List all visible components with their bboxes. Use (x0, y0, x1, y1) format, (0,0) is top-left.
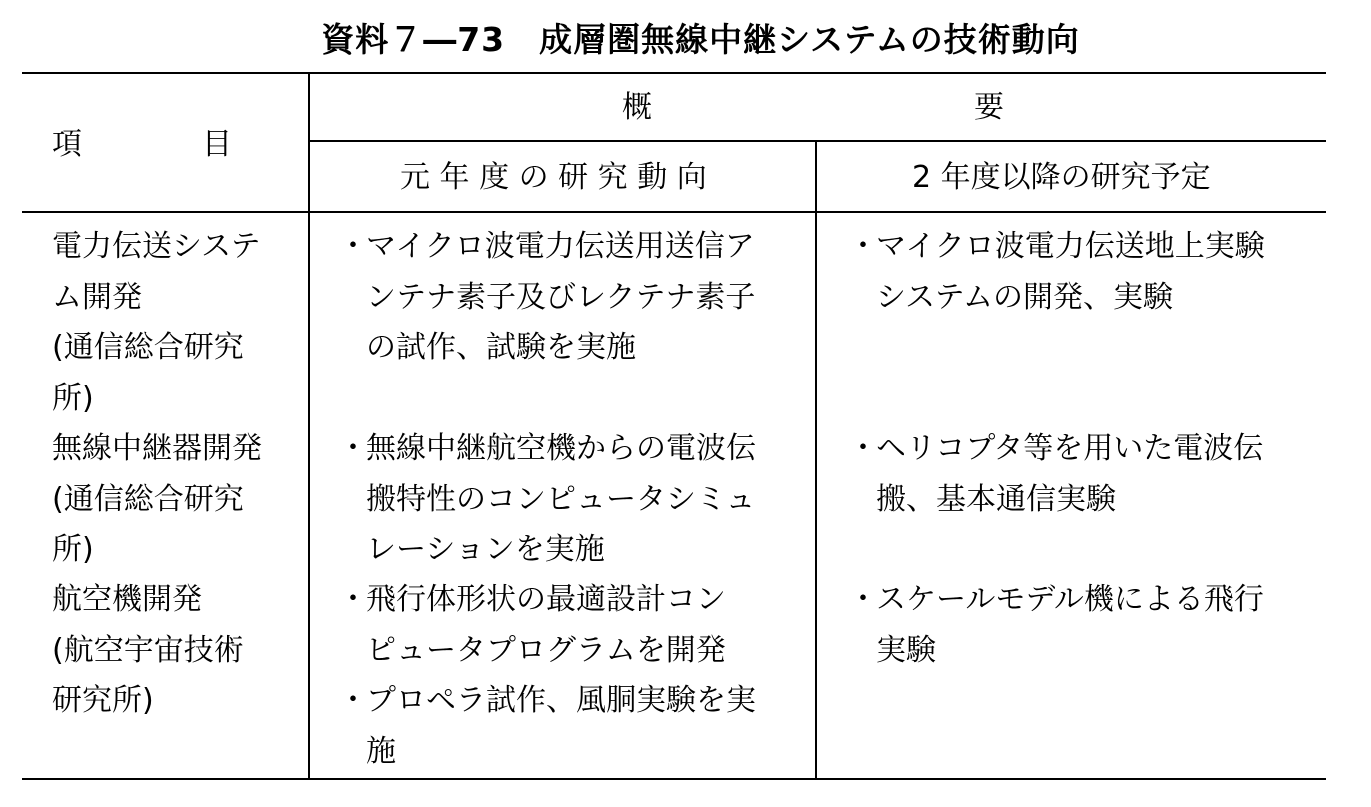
bullet-mark: ・ (338, 431, 368, 466)
bullet-mark: ・ (848, 431, 878, 466)
list-item (848, 575, 1318, 676)
table-bottom-rule (22, 778, 1326, 780)
list-item (338, 222, 808, 374)
list-item (848, 424, 1318, 525)
bullet-mark: ・ (848, 582, 878, 617)
bullet-mark: ・ (338, 582, 368, 617)
header-overview-label-2: 要 (974, 90, 1004, 125)
table-row-2-plan (848, 424, 1318, 525)
list-item (338, 575, 808, 676)
header-bottom-rule (22, 211, 1326, 213)
bullet-mark: ・ (338, 229, 368, 264)
table-row-3-item: 航空機開発 (航空宇宙技術 研究所) (52, 582, 244, 718)
list-item-text: 飛行体形状の最適設計コン ピュータプログラムを開発 (366, 582, 726, 668)
header-item-label: 項 目 (52, 127, 232, 162)
document-title: 資料７―73 成層圏無線中継システムの技術動向 (321, 20, 1080, 59)
list-item-text: スケールモデル機による飛行 実験 (876, 582, 1264, 668)
header-current-research-label: 元 年 度 の 研 究 動 向 (400, 160, 707, 195)
bullet-mark: ・ (848, 229, 878, 264)
table-top-rule (22, 72, 1326, 74)
list-item (338, 424, 808, 576)
overview-column-divider (815, 140, 817, 780)
list-item-text: 無線中継航空機からの電波伝 搬特性のコンピュータシミュ レーションを実施 (366, 431, 756, 567)
list-item-text: プロペラ試作、風胴実験を実 施 (366, 683, 756, 769)
list-item-text: マイクロ波電力伝送用送信ア ンテナ素子及びレクテナ素子 の試作、試験を実施 (366, 229, 756, 365)
bullet-mark: ・ (338, 683, 368, 718)
table-row-1-item: 電力伝送システ ム開発 (通信総合研究 所) (52, 229, 261, 416)
header-overview-label-1: 概 (622, 90, 652, 125)
table-row-3-current (338, 575, 808, 777)
list-item (338, 676, 808, 777)
list-item-text: ヘリコプタ等を用いた電波伝 搬、基本通信実験 (876, 431, 1264, 517)
list-item-text: マイクロ波電力伝送地上実験 システムの開発、実験 (876, 229, 1265, 315)
header-future-plan-label: 2 年度以降の研究予定 (912, 160, 1211, 195)
table-row-2-item: 無線中継器開発 (通信総合研究 所) (52, 431, 262, 567)
table-row-1-plan (848, 222, 1318, 323)
table-row-3-plan (848, 575, 1318, 676)
item-column-divider (308, 72, 310, 780)
table-row-2-current (338, 424, 808, 576)
header-subdivider-rule (310, 140, 1326, 142)
table-row-1-current (338, 222, 808, 374)
list-item (848, 222, 1318, 323)
